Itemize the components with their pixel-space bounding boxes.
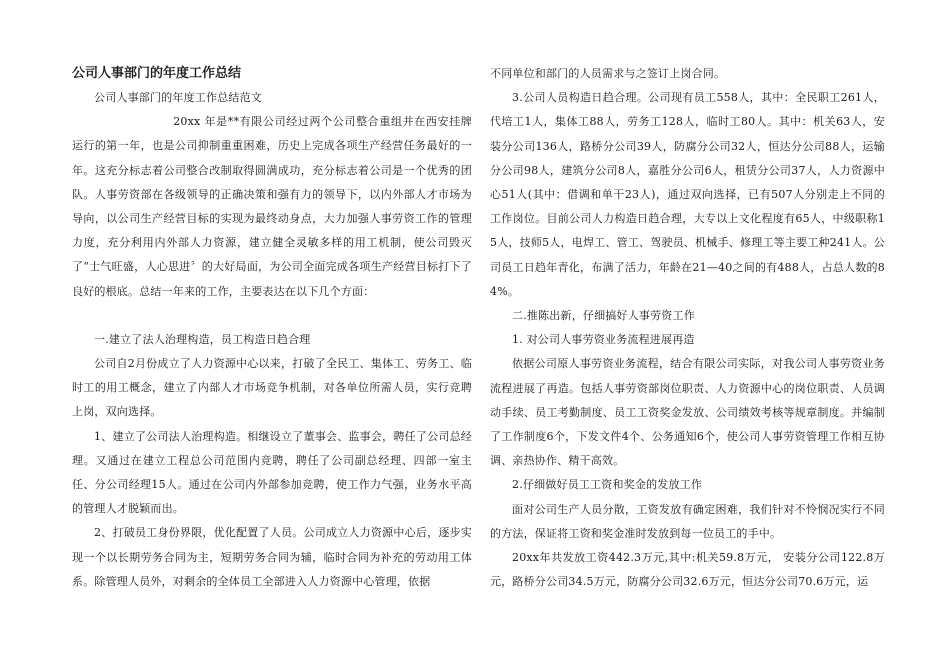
section-1-item-2: 2、打破员工身份界限，优化配置了人员。公司成立人力资源中心后，逐步实现一个以长期劳务合同为主，短期劳务合同为辅，临时合同为补充的劳动用工体系。除管理人员外，对剩余的全体员工全部进入人力资源中心管理，依据 [72, 526, 472, 588]
document-title: 公司人事部门的年度工作总结 [72, 66, 242, 81]
section-1-heading: 一.建立了法人治理构造，员工构造日趋合理 [94, 332, 311, 346]
section-2-heading: 二.推陈出新，仔细搞好人事劳资工作 [512, 309, 695, 323]
continued-text: 不同单位和部门的人员需求与之签订上岗合同。 [490, 67, 726, 80]
section-1-intro: 公司自2月份成立了人力资源中心以来，打破了全民工、集体工、劳务工、临时工的用工概念，建立了内部人才市场竞争机制，对各单位所需人员，实行竞聘上岗，双向选择。 [72, 357, 472, 419]
spacer [72, 304, 472, 328]
document-subtitle: 公司人事部门的年度工作总结范文 [94, 91, 262, 104]
section-2-sub-1-body: 依据公司原人事劳资业务流程，结合有限公司实际，对我公司人事劳资业务流程进展了再造。包括人事劳资部岗位职责、人力资源中心的岗位职责、人员调动手续、员工考勤制度、员工工资奖金发放、公司绩效考核等规章制度。并编制了工作制度6个，下发文件4个、公务通知6个，使公司人事劳资管理工作相互协调、亲热协作、精干高效。 [490, 357, 885, 468]
section-2-sub-1-heading: 1. 对公司人事劳资业务流程进展再造 [512, 333, 695, 347]
right-column [490, 62, 885, 594]
left-column [72, 62, 472, 594]
section-2-sub-2-body: 面对公司生产人员分散，工资发放有确定困难，我们针对不怜悯况实行不同的方法，保证将工资和奖金准时发放到每一位员工的手中。 [490, 502, 885, 540]
intro-paragraph: 20xx 年是**有限公司经过两个公司整合重组并在西安挂牌运行的第一年，也是公司抑制重重困难，历史上完成各项生产经营任务最好的一年。这充分标志着公司整合改制取得圆满成功，充分标志着公司是一个优秀的团队。人事劳资部在各级领导的正确决策和强有力的领导下，以内外部人才市场为导向，以公司生产经营目标的实现为最终动身点，大力加强人事劳资工作的管理力度，充分利用内外部人力资源，建立健全灵敏多样的用工机制，使公司毁灭了“士气旺盛，人心思进〞的大好局面，为公司全面完成各项生产经营目标打下了良好的根底。总结一年来的工作，主要表达在以下几个方面： [72, 115, 472, 298]
section-2-sub-2-heading: 2.仔细做好员工工资和奖金的发放工作 [512, 478, 703, 492]
section-2-sub-2-numbers: 20xx年共发放工资442.3万元,其中:机关59.8万元， 安装分公司122.8万元，路桥分公司34.5万元，防腐分公司32.6万元，恒达分公司70.6万元，运 [490, 551, 885, 589]
section-1-item-1: 1、建立了公司法人治理构造。相继设立了董事会、监事会，聘任了公司总经理。又通过在建立工程总公司范围内竞聘，聘任了公司副总经理、四部一室主任、分公司经理15人。通过在公司内外部参加竞聘，使工作力气强，业务水平高的管理人才脱颖而出。 [72, 429, 472, 516]
section-1-item-3: 3.公司人员构造日趋合理。公司现有员工558人，其中：全民职工261人，代培工1人，集体工88人，劳务工128人，临时工80人。其中：机关63人，安装分公司136人，路桥分公司39人，防腐分公司32人，恒达分公司88人，运输分公司98人，建筑分公司8人，嘉胜分公司6人，租赁分公司37人，人力资源中心51人(其中：借调和单干23人)，通过双向选择，已有507人分别走上不同的工作岗位。目前公司人力构造日趋合理，大专以上文化程度有65人，中级职称15人，技师5人，电焊工、管工、驾驶员、机械手、修理工等主要工种241人。公司员工日趋年青化，布满了活力，年龄在21—40之间的有488人，占总人数的84%。 [490, 91, 885, 298]
